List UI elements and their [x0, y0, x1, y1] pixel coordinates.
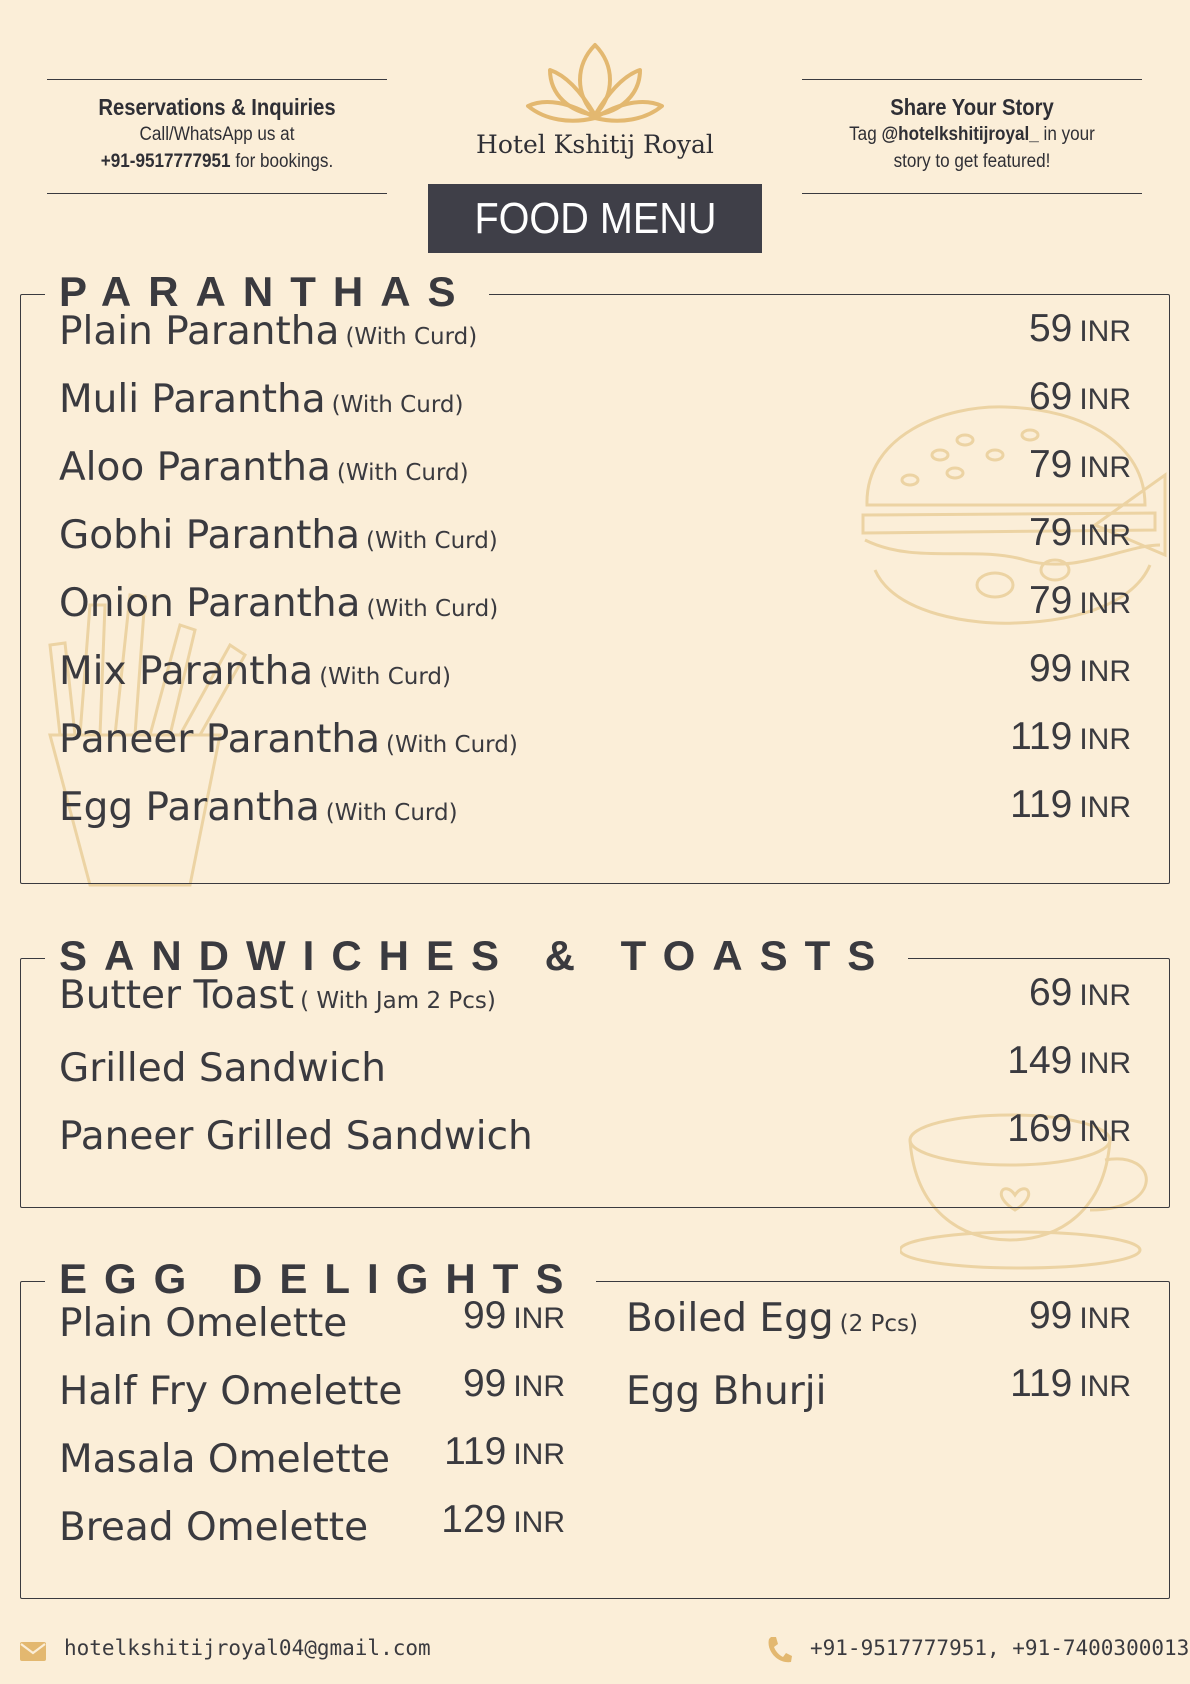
item-name: Egg Parantha	[59, 785, 320, 830]
item-price: 99	[462, 1362, 507, 1405]
item-currency: INR	[1079, 383, 1131, 416]
item-price: 99	[1028, 1294, 1073, 1337]
share-story-box	[802, 79, 1142, 194]
item-price: 79	[1028, 443, 1073, 486]
item-name: Butter Toast	[59, 973, 295, 1018]
item-note: (With Curd)	[366, 596, 499, 622]
section-egg-delights	[20, 1255, 1170, 1599]
phone-icon	[766, 1636, 792, 1664]
item-name: Paneer Grilled Sandwich	[59, 1114, 533, 1159]
item-name: Aloo Parantha	[59, 445, 331, 490]
item-price: 99	[462, 1294, 507, 1337]
item-currency: INR	[1079, 587, 1131, 620]
item-name: Gobhi Parantha	[59, 513, 361, 558]
item-note: (With Curd)	[325, 800, 458, 826]
item-price: 119	[444, 1430, 507, 1473]
section-title-eggs: EGG DELIGHTS	[45, 1251, 596, 1307]
item-note: (2 Pcs)	[839, 1311, 918, 1337]
item-currency: INR	[513, 1506, 565, 1539]
item-currency: INR	[513, 1438, 565, 1471]
item-currency: INR	[1079, 655, 1131, 688]
item-currency: INR	[1079, 519, 1131, 552]
item-name: Mix Parantha	[59, 649, 314, 694]
footer-email[interactable]: hotelkshitijroyal04@gmail.com	[64, 1636, 431, 1660]
item-price: 129	[441, 1498, 507, 1541]
menu-item	[59, 1362, 565, 1417]
menu-item	[59, 1294, 565, 1349]
item-name: Half Fry Omelette	[59, 1369, 403, 1414]
item-price: 119	[1010, 715, 1073, 758]
item-price: 79	[1028, 579, 1073, 622]
lotus-icon	[520, 40, 670, 126]
menu-item	[59, 715, 1131, 770]
item-name: Bread Omelette	[59, 1505, 369, 1550]
item-currency: INR	[1079, 1302, 1131, 1335]
footer-phone-numbers[interactable]: +91-9517777951, +91-7400300013	[810, 1636, 1190, 1660]
item-name: Grilled Sandwich	[59, 1046, 386, 1091]
item-currency: INR	[513, 1370, 565, 1403]
item-price: 119	[1010, 783, 1073, 826]
item-price: 69	[1028, 375, 1073, 418]
menu-item	[59, 1430, 565, 1485]
item-price: 169	[1007, 1107, 1073, 1150]
menu-item	[59, 307, 1131, 362]
item-currency: INR	[1079, 451, 1131, 484]
item-name: Plain Parantha	[59, 309, 340, 354]
item-name: Paneer Parantha	[59, 717, 381, 762]
item-note: (With Curd)	[331, 392, 464, 418]
menu-item	[59, 647, 1131, 702]
menu-item	[626, 1362, 1131, 1417]
reservations-line2-suffix: for bookings.	[230, 151, 334, 172]
item-currency: INR	[1079, 1115, 1131, 1148]
item-price: 119	[1010, 1362, 1073, 1405]
menu-item	[626, 1294, 1131, 1349]
item-price: 59	[1028, 307, 1073, 350]
item-name: Masala Omelette	[59, 1437, 390, 1482]
item-note: (With Curd)	[336, 460, 469, 486]
reservations-title: Reservations & Inquiries	[98, 94, 336, 120]
share-story-line1	[819, 121, 1125, 148]
menu-item	[59, 783, 1131, 838]
menu-item	[59, 511, 1131, 566]
menu-item	[59, 579, 1131, 634]
menu-item	[59, 375, 1131, 430]
item-name: Muli Parantha	[59, 377, 326, 422]
menu-item	[59, 1107, 1131, 1162]
section-title-sandwiches: SANDWICHES & TOASTS	[45, 928, 908, 984]
menu-item	[59, 971, 1131, 1026]
item-price: 149	[1007, 1039, 1073, 1082]
mail-icon	[20, 1642, 46, 1661]
menu-item	[59, 1039, 1131, 1094]
share-story-suffix: in your	[1038, 124, 1095, 145]
share-story-line2: story to get featured!	[893, 151, 1051, 172]
section-sandwiches	[20, 932, 1170, 1208]
hotel-name: Hotel Kshitij Royal	[476, 130, 714, 159]
item-price: 99	[1028, 647, 1073, 690]
section-title-paranthas: PARANTHAS	[45, 264, 489, 320]
item-currency: INR	[513, 1302, 565, 1335]
instagram-handle[interactable]: @hotelkshitijroyal_	[881, 124, 1039, 145]
item-name: Plain Omelette	[59, 1301, 348, 1346]
reservations-box	[47, 79, 387, 194]
item-price: 79	[1028, 511, 1073, 554]
menu-item	[59, 443, 1131, 498]
item-note: ( With Jam 2 Pcs)	[300, 988, 496, 1014]
food-menu-banner	[428, 184, 762, 253]
reservations-phone[interactable]: +91-9517777951	[100, 151, 231, 172]
item-currency: INR	[1079, 791, 1131, 824]
item-price: 69	[1028, 971, 1073, 1014]
reservations-line2	[64, 148, 370, 175]
food-menu-title: FOOD MENU	[473, 194, 716, 243]
section-paranthas	[20, 268, 1170, 884]
share-story-prefix: Tag	[849, 124, 882, 145]
item-currency: INR	[1079, 315, 1131, 348]
item-currency: INR	[1079, 1370, 1131, 1403]
item-note: (With Curd)	[319, 664, 451, 690]
item-name: Onion Parantha	[59, 581, 361, 626]
menu-item	[59, 1498, 565, 1553]
hotel-logo	[470, 40, 720, 159]
item-currency: INR	[1079, 979, 1131, 1012]
reservations-line1: Call/WhatsApp us at	[139, 124, 295, 145]
item-name: Boiled Egg	[626, 1296, 834, 1341]
item-currency: INR	[1079, 1047, 1131, 1080]
item-note: (With Curd)	[366, 528, 498, 554]
item-note: (With Curd)	[386, 732, 518, 758]
item-note: (With Curd)	[345, 324, 478, 350]
item-currency: INR	[1079, 723, 1131, 756]
item-name: Egg Bhurji	[626, 1369, 827, 1414]
share-story-title: Share Your Story	[890, 94, 1054, 120]
